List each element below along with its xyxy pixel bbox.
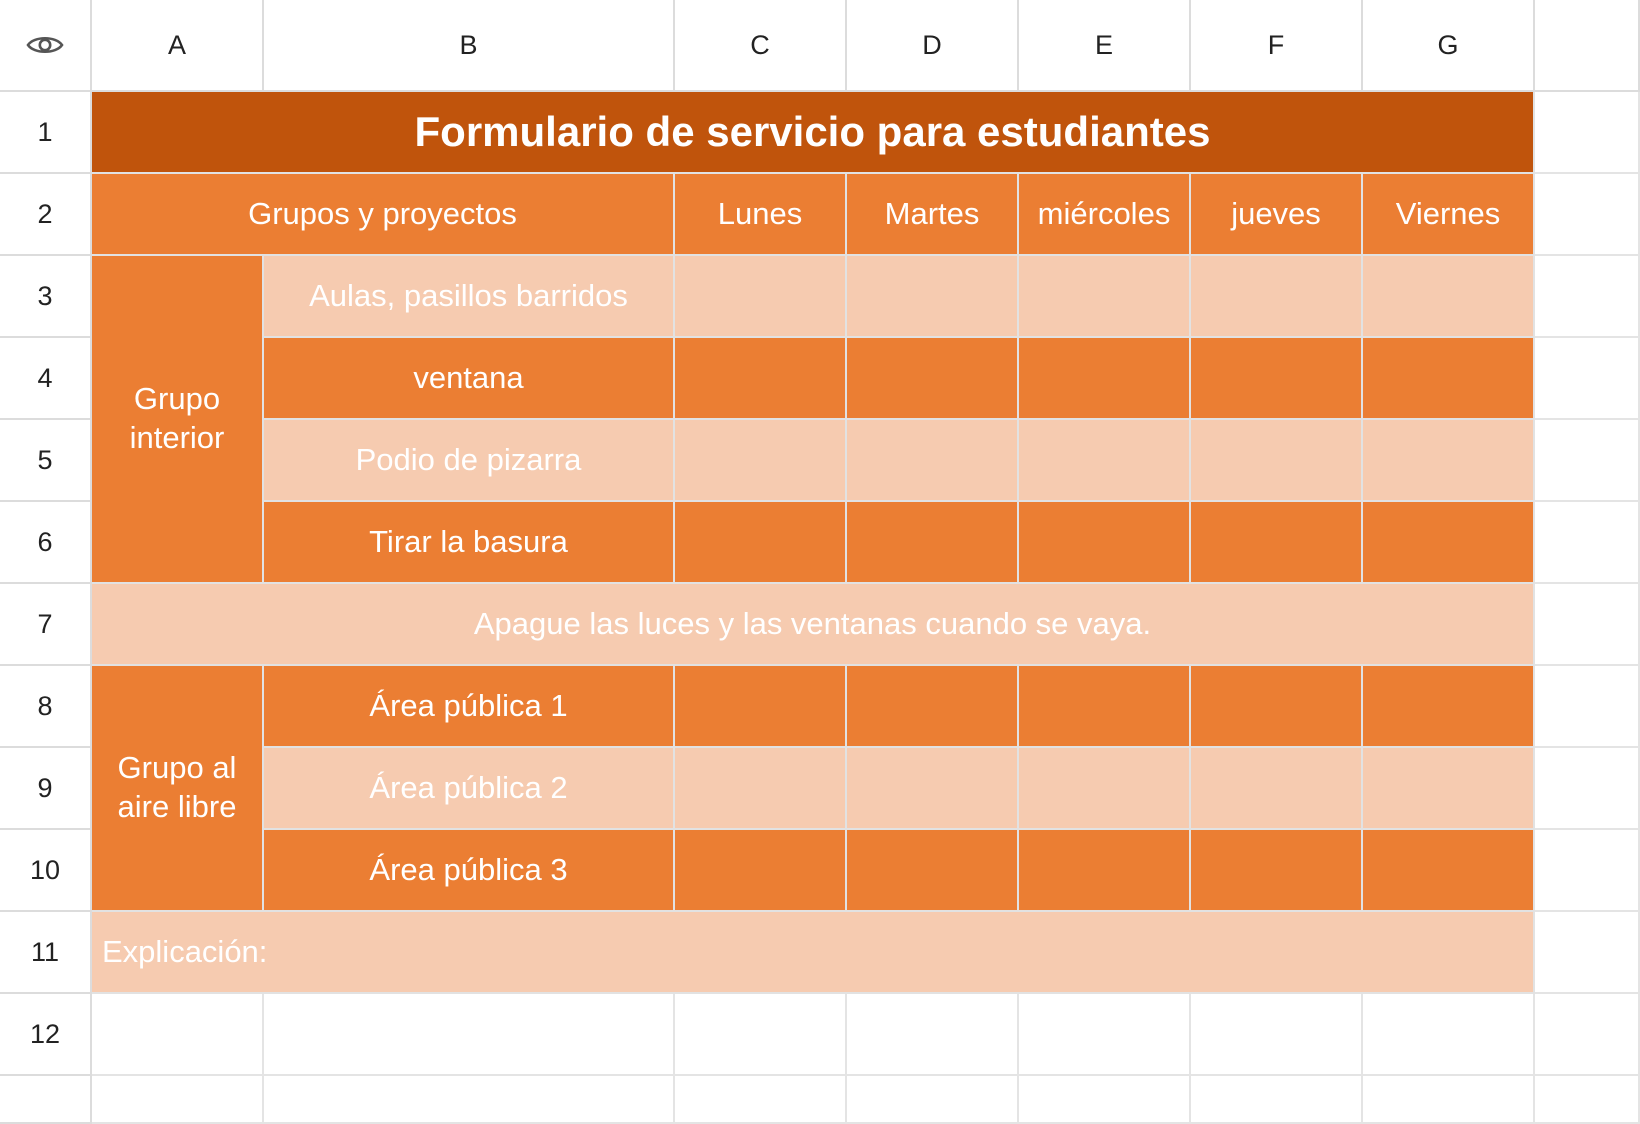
indoor-task-3[interactable]: Podio de pizarra xyxy=(264,420,675,502)
schedule-cell[interactable] xyxy=(1019,420,1191,502)
empty-cell[interactable] xyxy=(1535,338,1640,420)
empty-cell[interactable] xyxy=(675,1076,847,1124)
day-header-5[interactable]: Viernes xyxy=(1363,174,1535,256)
empty-cell[interactable] xyxy=(1363,994,1535,1076)
column-header-g[interactable]: G xyxy=(1363,0,1535,92)
explanation-row[interactable]: Explicación: xyxy=(92,912,1535,994)
indoor-task-2[interactable]: ventana xyxy=(264,338,675,420)
empty-cell[interactable] xyxy=(1363,1076,1535,1124)
empty-cell[interactable] xyxy=(1535,420,1640,502)
column-header-b[interactable]: B xyxy=(264,0,675,92)
schedule-cell[interactable] xyxy=(847,338,1019,420)
schedule-cell[interactable] xyxy=(1191,748,1363,830)
schedule-cell[interactable] xyxy=(675,338,847,420)
empty-cell[interactable] xyxy=(264,1076,675,1124)
schedule-cell[interactable] xyxy=(1363,748,1535,830)
schedule-cell[interactable] xyxy=(1019,256,1191,338)
schedule-cell[interactable] xyxy=(847,666,1019,748)
empty-cell[interactable] xyxy=(1535,748,1640,830)
select-all-corner[interactable] xyxy=(0,0,92,92)
row-header-7[interactable]: 7 xyxy=(0,584,92,666)
schedule-cell[interactable] xyxy=(675,256,847,338)
schedule-cell[interactable] xyxy=(1019,830,1191,912)
schedule-cell[interactable] xyxy=(1363,256,1535,338)
empty-cell[interactable] xyxy=(1191,994,1363,1076)
day-header-4[interactable]: jueves xyxy=(1191,174,1363,256)
empty-cell[interactable] xyxy=(1535,1076,1640,1124)
row-header-extra xyxy=(0,1076,92,1124)
empty-cell[interactable] xyxy=(92,1076,264,1124)
schedule-cell[interactable] xyxy=(1363,830,1535,912)
column-header-d[interactable]: D xyxy=(847,0,1019,92)
row-header-4[interactable]: 4 xyxy=(0,338,92,420)
outdoor-group-label[interactable]: Grupo al aire libre xyxy=(92,666,264,912)
empty-cell[interactable] xyxy=(1535,666,1640,748)
schedule-cell[interactable] xyxy=(1191,830,1363,912)
empty-cell[interactable] xyxy=(675,994,847,1076)
schedule-cell[interactable] xyxy=(1363,666,1535,748)
day-header-2[interactable]: Martes xyxy=(847,174,1019,256)
row-header-2[interactable]: 2 xyxy=(0,174,92,256)
schedule-cell[interactable] xyxy=(1363,338,1535,420)
empty-cell[interactable] xyxy=(1535,994,1640,1076)
empty-cell[interactable] xyxy=(1535,256,1640,338)
schedule-cell[interactable] xyxy=(1191,420,1363,502)
schedule-cell[interactable] xyxy=(1363,502,1535,584)
day-header-3[interactable]: miércoles xyxy=(1019,174,1191,256)
row-header-5[interactable]: 5 xyxy=(0,420,92,502)
schedule-cell[interactable] xyxy=(1191,666,1363,748)
empty-cell[interactable] xyxy=(1019,994,1191,1076)
indoor-task-4[interactable]: Tirar la basura xyxy=(264,502,675,584)
column-header-extra xyxy=(1535,0,1640,92)
empty-cell[interactable] xyxy=(847,994,1019,1076)
row-header-9[interactable]: 9 xyxy=(0,748,92,830)
empty-cell[interactable] xyxy=(1535,912,1640,994)
empty-cell[interactable] xyxy=(1535,584,1640,666)
empty-cell[interactable] xyxy=(1191,1076,1363,1124)
schedule-cell[interactable] xyxy=(847,748,1019,830)
schedule-cell[interactable] xyxy=(847,502,1019,584)
schedule-cell[interactable] xyxy=(1191,256,1363,338)
day-header-1[interactable]: Lunes xyxy=(675,174,847,256)
sheet-title[interactable]: Formulario de servicio para estudiantes xyxy=(92,92,1535,174)
schedule-cell[interactable] xyxy=(1019,338,1191,420)
schedule-cell[interactable] xyxy=(1019,502,1191,584)
schedule-cell[interactable] xyxy=(675,502,847,584)
row-header-10[interactable]: 10 xyxy=(0,830,92,912)
schedule-cell[interactable] xyxy=(675,666,847,748)
empty-cell[interactable] xyxy=(1535,502,1640,584)
empty-cell[interactable] xyxy=(92,994,264,1076)
column-header-e[interactable]: E xyxy=(1019,0,1191,92)
schedule-cell[interactable] xyxy=(675,830,847,912)
empty-cell[interactable] xyxy=(1535,174,1640,256)
eye-icon[interactable] xyxy=(26,33,64,57)
schedule-cell[interactable] xyxy=(1363,420,1535,502)
row-header-8[interactable]: 8 xyxy=(0,666,92,748)
outdoor-task-3[interactable]: Área pública 3 xyxy=(264,830,675,912)
schedule-cell[interactable] xyxy=(847,420,1019,502)
schedule-cell[interactable] xyxy=(1019,748,1191,830)
schedule-cell[interactable] xyxy=(675,748,847,830)
column-header-a[interactable]: A xyxy=(92,0,264,92)
groups-header[interactable]: Grupos y proyectos xyxy=(92,174,675,256)
column-header-c[interactable]: C xyxy=(675,0,847,92)
schedule-cell[interactable] xyxy=(847,830,1019,912)
empty-cell[interactable] xyxy=(1535,92,1640,174)
row-header-11[interactable]: 11 xyxy=(0,912,92,994)
row-header-3[interactable]: 3 xyxy=(0,256,92,338)
column-header-f[interactable]: F xyxy=(1191,0,1363,92)
indoor-task-1[interactable]: Aulas, pasillos barridos xyxy=(264,256,675,338)
empty-cell[interactable] xyxy=(264,994,675,1076)
row-header-12[interactable]: 12 xyxy=(0,994,92,1076)
schedule-cell[interactable] xyxy=(675,420,847,502)
schedule-cell[interactable] xyxy=(1191,502,1363,584)
empty-cell[interactable] xyxy=(1535,830,1640,912)
schedule-cell[interactable] xyxy=(847,256,1019,338)
row-header-1[interactable]: 1 xyxy=(0,92,92,174)
notice-row[interactable]: Apague las luces y las ventanas cuando se vaya. xyxy=(92,584,1535,666)
indoor-group-label[interactable]: Grupo interior xyxy=(92,256,264,584)
outdoor-task-1[interactable]: Área pública 1 xyxy=(264,666,675,748)
empty-cell[interactable] xyxy=(847,1076,1019,1124)
schedule-cell[interactable] xyxy=(1191,338,1363,420)
row-header-6[interactable]: 6 xyxy=(0,502,92,584)
outdoor-task-2[interactable]: Área pública 2 xyxy=(264,748,675,830)
empty-cell[interactable] xyxy=(1019,1076,1191,1124)
schedule-cell[interactable] xyxy=(1019,666,1191,748)
